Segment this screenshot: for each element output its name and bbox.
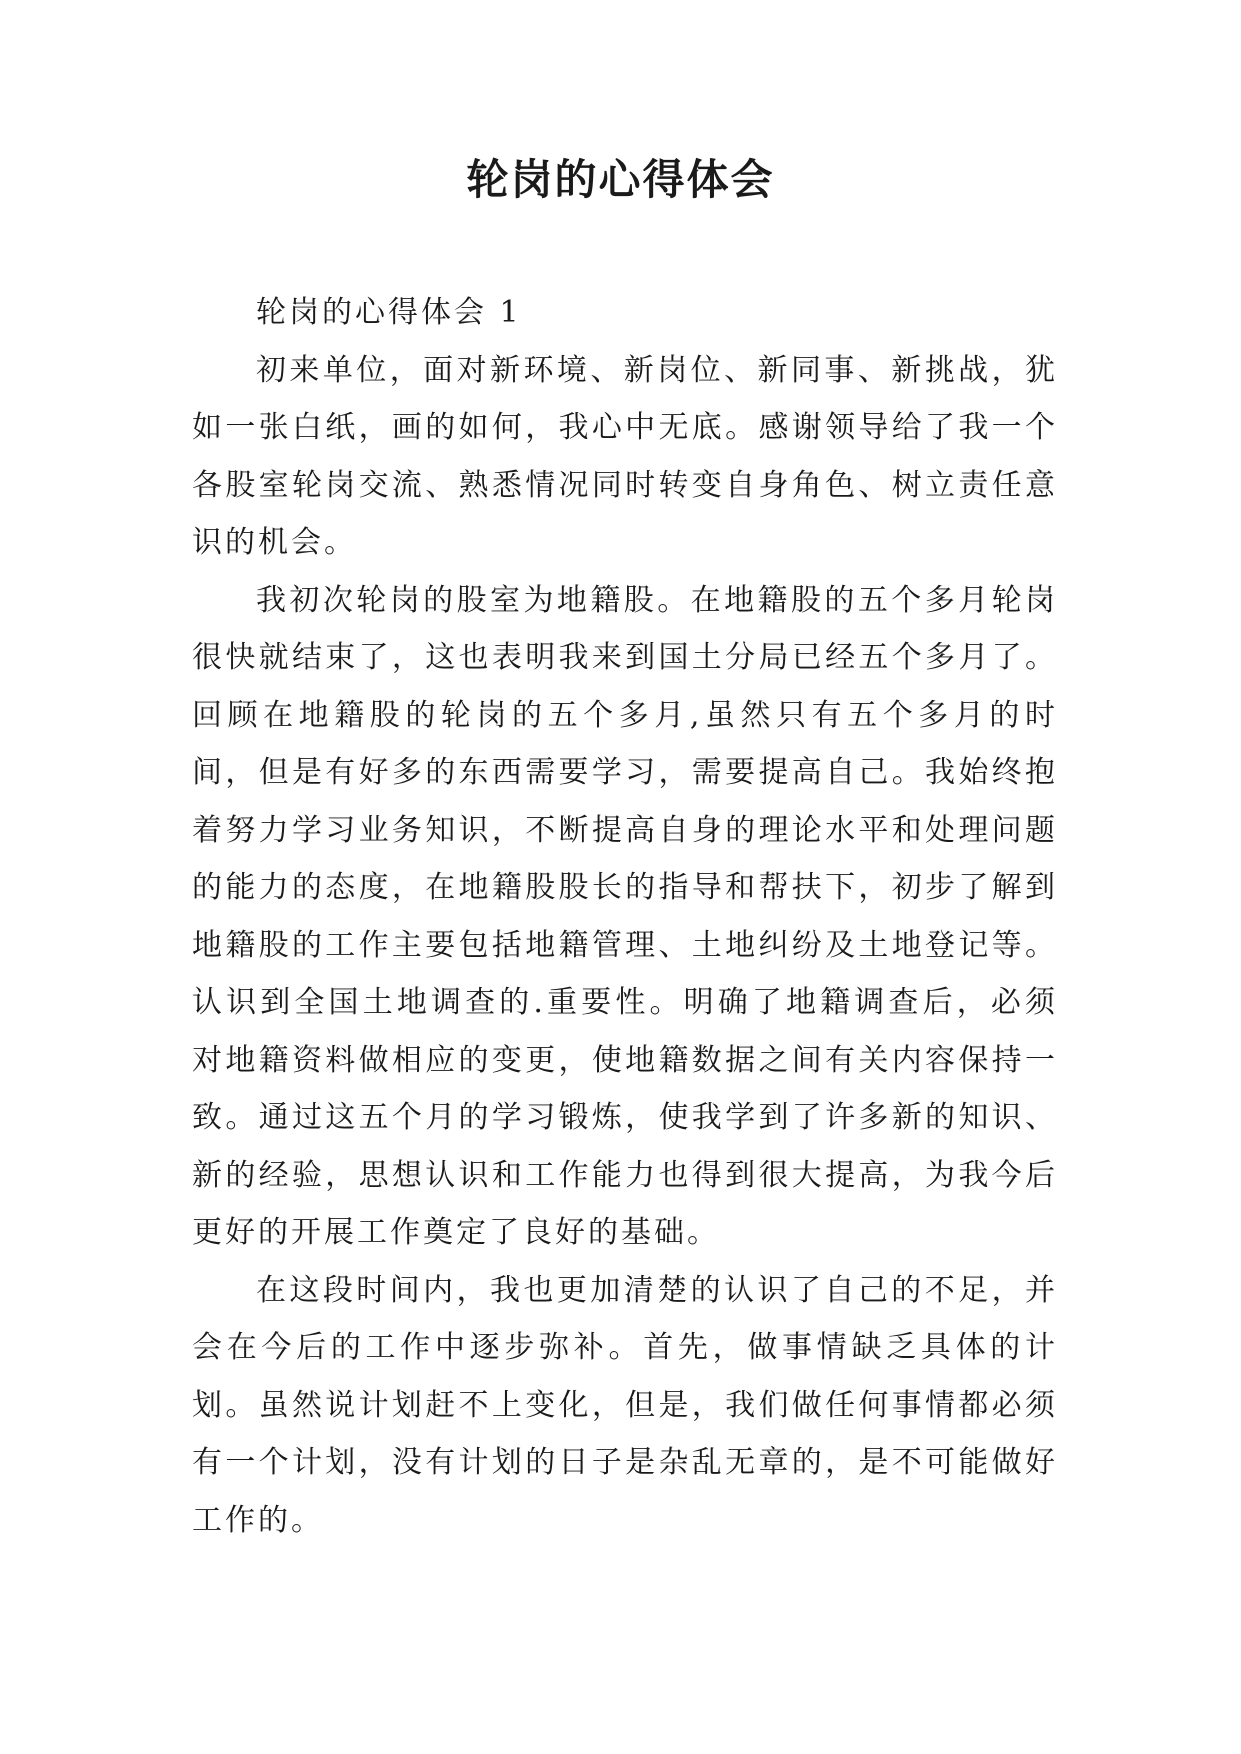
document-title: 轮岗的心得体会: [466, 155, 775, 204]
paragraph-1: 初来单位，面对新环境、新岗位、新同事、新挑战，犹如一张白纸，画的如何，我心中无底。感谢领导给了我一个各股室轮岗交流、熟悉情况同时转变自身角色、树立责任意识的机会。: [192, 352, 1058, 560]
paragraph-3: 在这段时间内，我也更加清楚的认识了自己的不足，并会在今后的工作中逐步弥补。首先，做事情缺乏具体的计划。虽然说计划赶不上变化，但是，我们做任何事情都必须有一个计划，没有计划的日子是杂乱无章的，是不可能做好工作的。: [192, 1272, 1058, 1538]
paragraph-2: 我初次轮岗的股室为地籍股。在地籍股的五个多月轮岗很快就结束了，这也表明我来到国土分局已经五个多月了。回顾在地籍股的轮岗的五个多月,虽然只有五个多月的时间，但是有好多的东西需要学习，需要提高自己。我始终抱着努力学习业务知识，不断提高自身的理论水平和处理问题的能力的态度，在地籍股股长的指导和帮扶下，初步了解到地籍股的工作主要包括地籍管理、土地纠纷及土地登记等。认识到全国土地调查的.重要性。明确了地籍调查后，必须对地籍资料做相应的变更，使地籍数据之间有关内容保持一致。通过这五个月的学习锻炼，使我学到了许多新的知识、新的经验，思想认识和工作能力也得到很大提高，为我今后更好的开展工作奠定了良好的基础。: [192, 582, 1058, 1250]
section-heading: 轮岗的心得体会 1: [256, 295, 522, 330]
document-body: [192, 284, 1058, 1549]
